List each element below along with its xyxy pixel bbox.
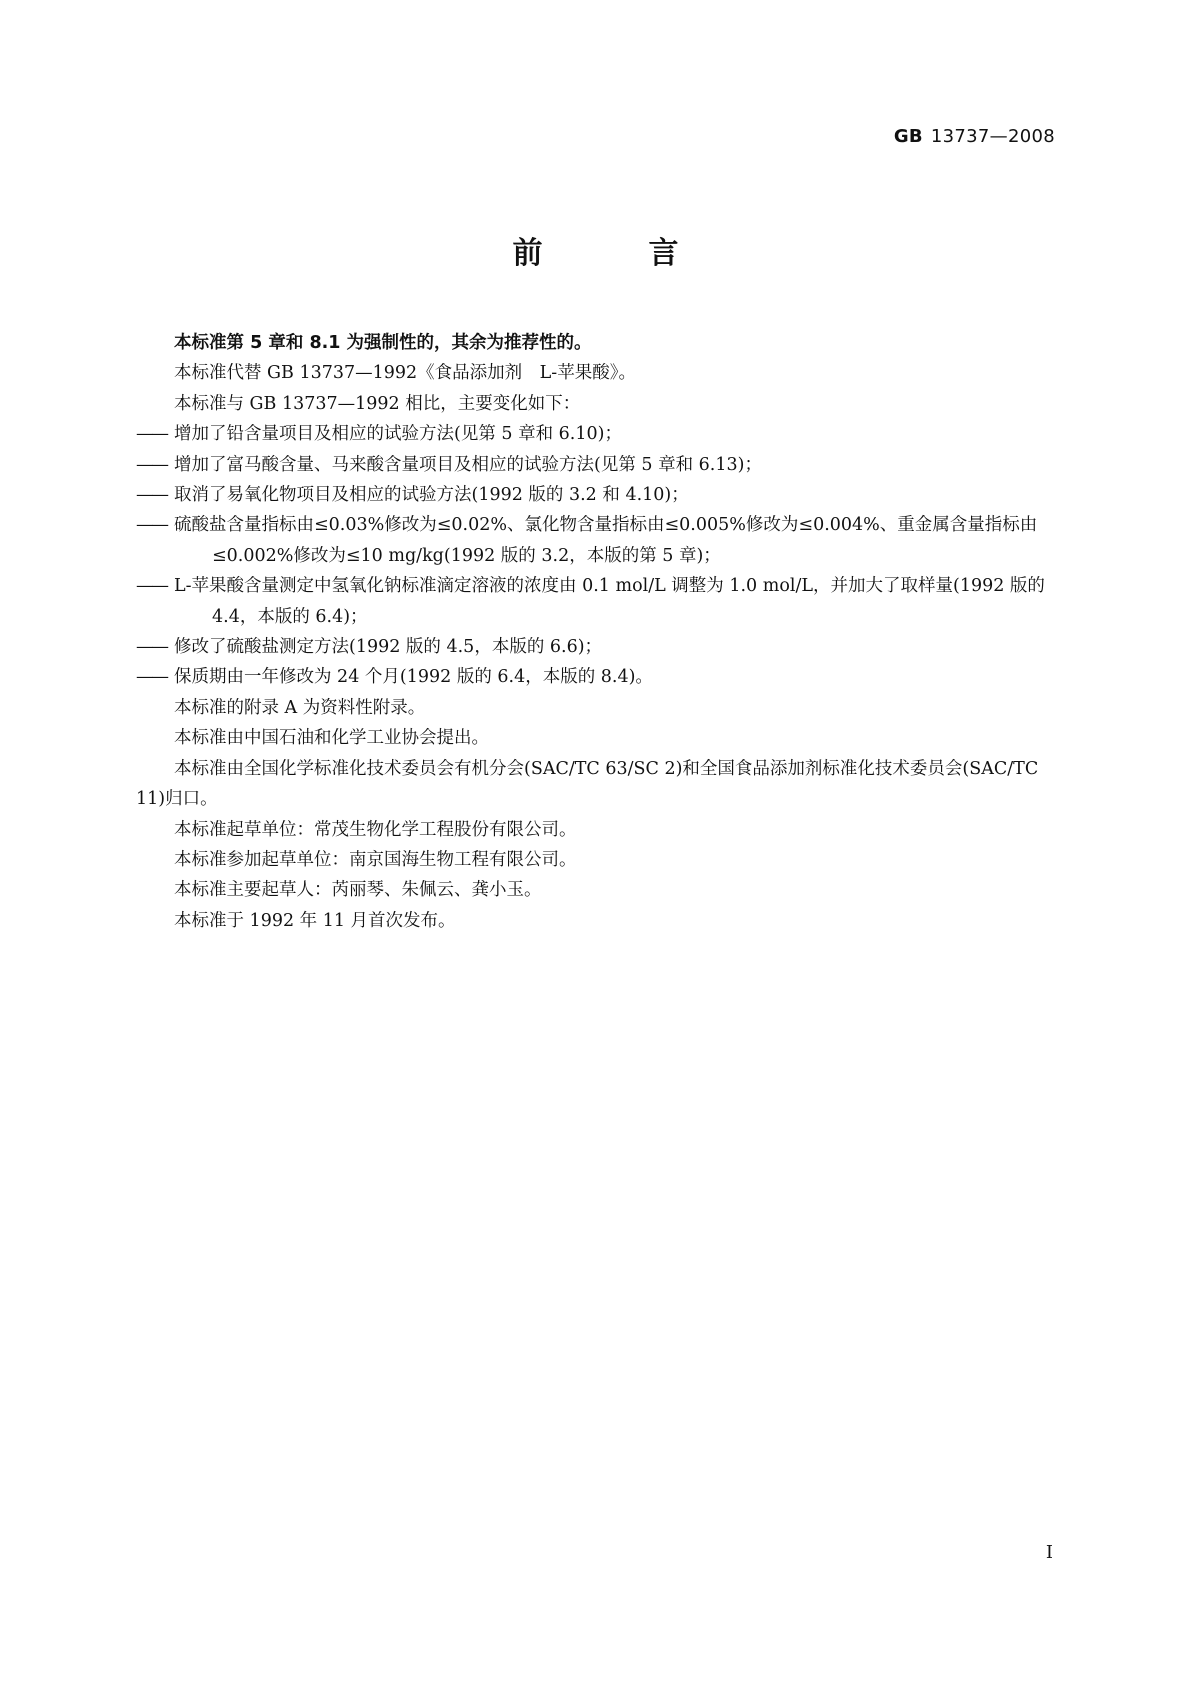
page-title: 前 言 [512,236,717,271]
replacement-statement: 本标准代替 GB 13737—1992《食品添加剂 L-苹果酸》。 [174,363,636,384]
standard-number [894,126,1055,147]
dash-marker: —— [136,576,167,597]
mandatory-statement: 本标准第 5 章和 8.1 为强制性的，其余为推荐性的。 [174,333,592,353]
proposer-statement: 本标准由中国石油和化学工业协会提出。 [174,728,489,749]
change-item [136,510,1054,571]
drafters-statement: 本标准主要起草人：芮丽琴、朱佩云、龚小玉。 [174,880,542,901]
dash-marker: —— [136,485,167,506]
dash-marker: —— [136,424,167,445]
change-text: 取消了易氧化物项目及相应的试验方法(1992 版的 3.2 和 4.10)； [174,485,689,506]
change-item [136,450,1054,480]
change-text: L-苹果酸含量测定中氢氧化钠标准滴定溶液的浓度由 0.1 mol/L 调整为 1.0 mol/L，并加大了取样量(1992 版的 4.4，本版的 6.4)； [174,576,1045,627]
change-text: 硫酸盐含量指标由≤0.03%修改为≤0.02%、氯化物含量指标由≤0.005%修改为≤0.004%、重金属含量指标由≤0.002%修改为≤10 mg/kg(1992 版的 3.2，本版的第 5 章)； [174,515,1038,566]
first-publication-statement: 本标准于 1992 年 11 月首次发布。 [174,910,456,931]
dash-marker: —— [136,637,167,658]
dash-marker: —— [136,667,167,688]
page-number: I [1045,1542,1053,1563]
management-statement [136,754,1054,815]
change-text: 修改了硫酸盐测定方法(1992 版的 4.5，本版的 6.6)； [174,637,603,658]
change-text: 增加了铅含量项目及相应的试验方法(见第 5 章和 6.10)； [174,424,622,445]
change-item [136,632,1054,662]
standard-prefix: GB [893,126,923,147]
foreword-body [136,328,1054,936]
standard-code: 13737—2008 [930,126,1055,147]
participating-unit-statement: 本标准参加起草单位：南京国海生物工程有限公司。 [174,849,577,870]
change-item [136,480,1054,510]
dash-marker: —— [136,454,167,475]
change-text: 保质期由一年修改为 24 个月(1992 版的 6.4，本版的 8.4)。 [174,667,653,688]
changes-intro: 本标准与 GB 13737—1992 相比，主要变化如下： [174,393,581,414]
dash-marker: —— [136,515,167,536]
change-item [136,571,1054,632]
change-text: 增加了富马酸含量、马来酸含量项目及相应的试验方法(见第 5 章和 6.13)； [174,454,762,475]
change-item [136,419,1054,449]
change-item [136,662,1054,692]
appendix-statement: 本标准的附录 A 为资料性附录。 [174,697,426,718]
drafting-unit-statement: 本标准起草单位：常茂生物化学工程股份有限公司。 [174,819,577,840]
management-text: 本标准由全国化学标准化技术委员会有机分会(SAC/TC 63/SC 2)和全国食品添加剂标准化技术委员会(SAC/TC 11)归口。 [136,758,1039,810]
